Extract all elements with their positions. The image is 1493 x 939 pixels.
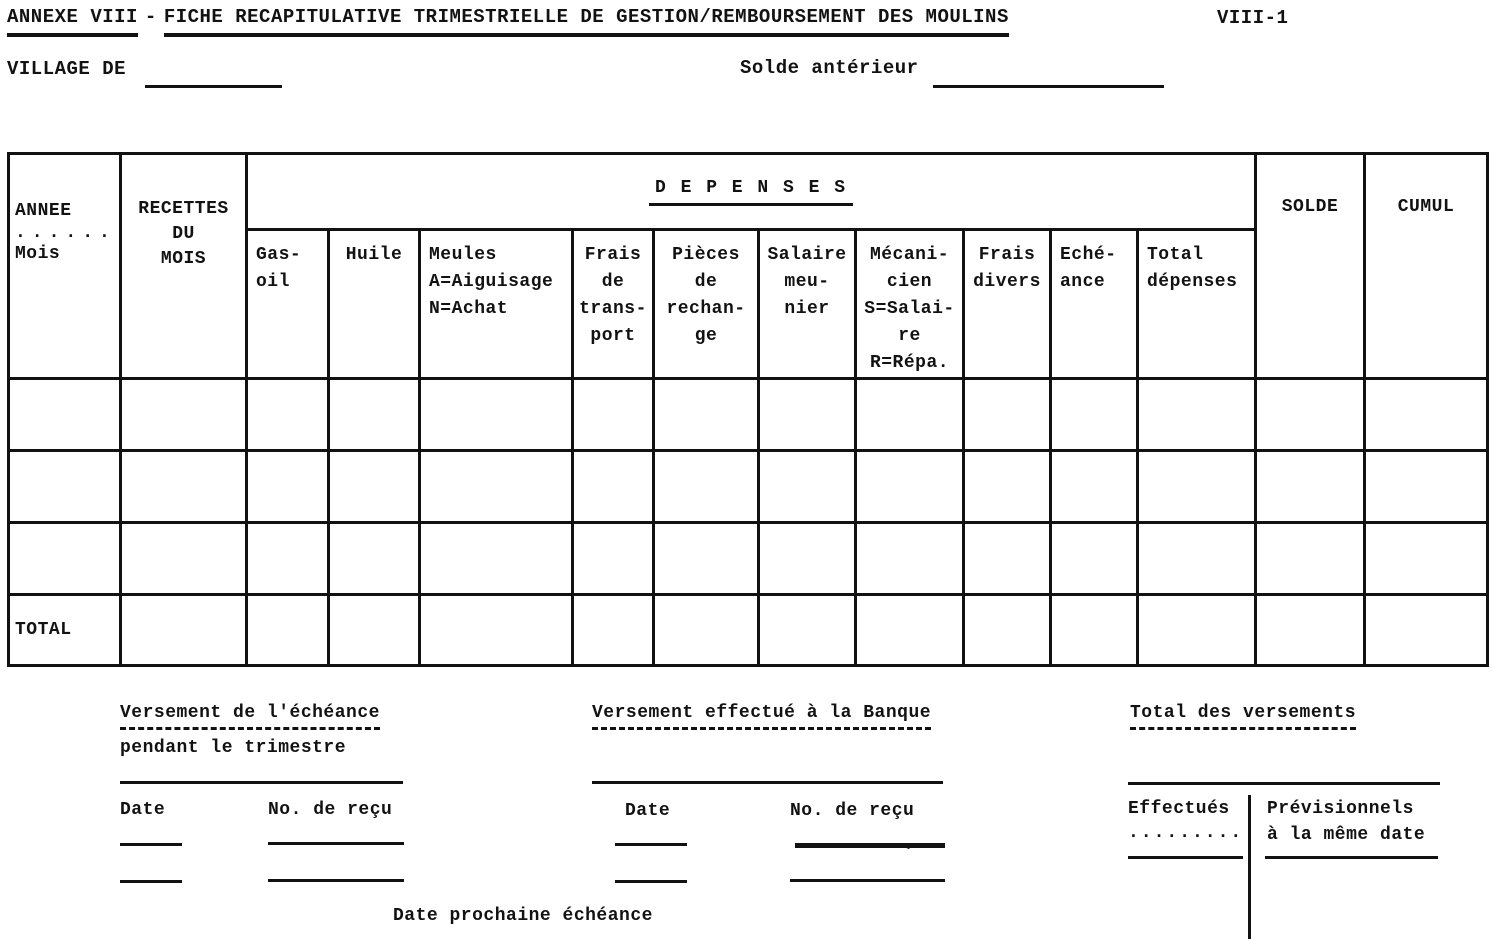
total-row-cell <box>1051 595 1138 666</box>
empty-cell <box>964 379 1051 451</box>
empty-cell <box>247 379 329 451</box>
empty-cell <box>247 451 329 523</box>
versement-echeance-date-label: Date <box>120 800 166 820</box>
empty-cell <box>1051 379 1138 451</box>
village-label: VILLAGE DE <box>7 58 127 80</box>
empty-cell <box>329 523 420 595</box>
echeance-date-line-1 <box>120 843 182 846</box>
banque-date-line-1 <box>615 843 687 846</box>
col-header-frais-transport: Frais de trans- port <box>573 230 654 379</box>
col-header-frais-divers: Frais divers <box>964 230 1051 379</box>
recettes-line2: DU <box>172 224 195 244</box>
total-versements-rule <box>1128 782 1440 785</box>
total-row-cell <box>573 595 654 666</box>
empty-cell <box>1138 523 1256 595</box>
banque-recu-line-2 <box>790 879 945 882</box>
empty-cell <box>329 451 420 523</box>
col-header-huile: Huile <box>329 230 420 379</box>
recettes-line3: MOIS <box>160 249 207 269</box>
empty-cell <box>9 379 121 451</box>
empty-cell <box>573 451 654 523</box>
empty-cell <box>1365 523 1488 595</box>
col-header-solde: SOLDE <box>1256 154 1365 379</box>
effectues-label: Effectués <box>1128 799 1230 819</box>
total-row-label: TOTAL <box>9 595 121 666</box>
total-row <box>9 595 1488 666</box>
recettes-line1: RECETTES <box>138 199 229 219</box>
empty-cell <box>420 523 573 595</box>
solde-anterieur-blank-line <box>933 85 1164 88</box>
empty-cell <box>329 379 420 451</box>
echeance-recu-line-2 <box>268 879 404 882</box>
empty-data-row <box>9 451 1488 523</box>
col-header-mecanicien: Mécani- cien S=Salai- re R=Répa. <box>856 230 964 379</box>
page-reference: VIII-1 <box>1217 7 1289 29</box>
versement-banque-title: Versement effectué à la Banque <box>592 703 931 730</box>
document-title: FICHE RECAPITULATIVE TRIMESTRIELLE DE GESTION/REMBOURSEMENT DES MOULINS <box>164 6 1009 37</box>
total-row-cell <box>964 595 1051 666</box>
col-header-salaire-meunier: Salaire meu- nier <box>759 230 856 379</box>
total-versements-title: Total des versements <box>1130 703 1356 730</box>
col-header-annee-mois <box>9 154 121 379</box>
empty-cell <box>573 379 654 451</box>
empty-cell <box>856 451 964 523</box>
annee-dots: ...... <box>15 223 116 243</box>
empty-cell <box>121 523 247 595</box>
total-row-cell <box>247 595 329 666</box>
echeance-date-line-2 <box>120 880 182 883</box>
effectues-dots: ......... <box>1128 823 1244 843</box>
table-header-row-top <box>9 154 1488 230</box>
banque-date-line-2 <box>615 880 687 883</box>
empty-cell <box>121 379 247 451</box>
empty-cell <box>759 379 856 451</box>
empty-cell <box>9 523 121 595</box>
versement-banque-recu-label: No. de reçu <box>790 801 915 821</box>
versement-echeance-rule <box>120 781 403 784</box>
empty-cell <box>420 451 573 523</box>
annexe-label: ANNEXE VIII <box>7 6 138 37</box>
versement-echeance-recu-label: No. de reçu <box>268 800 393 820</box>
empty-cell <box>654 451 759 523</box>
village-blank-line <box>145 85 282 88</box>
col-header-pieces-rechange: Pièces de rechan- ge <box>654 230 759 379</box>
banque-recu-line-1 <box>795 843 945 848</box>
echeance-recu-line-1 <box>268 842 404 845</box>
versement-echeance-title-line2: pendant le trimestre <box>120 738 347 758</box>
depenses-title: D E P E N S E S <box>649 178 853 206</box>
empty-cell <box>1138 379 1256 451</box>
recap-table <box>7 152 1489 667</box>
empty-cell <box>9 451 121 523</box>
empty-cell <box>1365 451 1488 523</box>
document-header <box>7 6 1009 37</box>
empty-cell <box>247 523 329 595</box>
empty-cell <box>964 451 1051 523</box>
empty-cell <box>1138 451 1256 523</box>
previsionnels-blank-line <box>1265 856 1438 859</box>
total-row-cell <box>1256 595 1365 666</box>
annee-label: ANNEE <box>15 201 72 221</box>
empty-cell <box>420 379 573 451</box>
total-row-cell <box>1138 595 1256 666</box>
versement-banque-date-label: Date <box>625 801 671 821</box>
col-header-gasoil: Gas- oil <box>247 230 329 379</box>
total-row-cell <box>1365 595 1488 666</box>
empty-data-row <box>9 523 1488 595</box>
empty-cell <box>1256 379 1365 451</box>
empty-cell <box>654 523 759 595</box>
mois-label: Mois <box>15 244 61 264</box>
versements-divider-line <box>1248 795 1251 939</box>
header-separator: - <box>144 6 157 28</box>
col-header-recettes <box>121 154 247 379</box>
total-versements-title-wrap <box>1130 703 1356 723</box>
empty-cell <box>856 379 964 451</box>
empty-cell <box>1051 523 1138 595</box>
col-header-total-depenses: Total dépenses <box>1138 230 1256 379</box>
col-group-depenses <box>247 154 1256 230</box>
versement-banque-title-wrap <box>592 703 931 723</box>
previsionnels-line1: Prévisionnels <box>1267 799 1414 819</box>
empty-cell <box>1051 451 1138 523</box>
total-row-cell <box>654 595 759 666</box>
empty-cell <box>964 523 1051 595</box>
previsionnels-line2: à la même date <box>1267 825 1426 845</box>
date-prochaine-echeance-label: Date prochaine échéance <box>393 906 653 926</box>
total-row-cell <box>329 595 420 666</box>
col-header-meules: Meules A=Aiguisage N=Achat <box>420 230 573 379</box>
total-row-cell <box>759 595 856 666</box>
empty-cell <box>1256 451 1365 523</box>
empty-cell <box>1256 523 1365 595</box>
total-row-cell <box>856 595 964 666</box>
empty-data-row <box>9 379 1488 451</box>
versement-echeance-title <box>120 703 380 723</box>
total-row-cell <box>420 595 573 666</box>
empty-cell <box>1365 379 1488 451</box>
versement-banque-rule <box>592 781 943 784</box>
empty-cell <box>121 451 247 523</box>
col-header-cumul: CUMUL <box>1365 154 1488 379</box>
empty-cell <box>759 451 856 523</box>
versement-echeance-title-line1: Versement de l'échéance <box>120 703 380 730</box>
col-header-echeance: Eché- ance <box>1051 230 1138 379</box>
stray-mark: ` <box>903 845 914 863</box>
empty-cell <box>654 379 759 451</box>
solde-anterieur-label: Solde antérieur <box>740 57 919 79</box>
total-row-cell <box>121 595 247 666</box>
effectues-blank-line <box>1128 856 1243 859</box>
empty-cell <box>573 523 654 595</box>
empty-cell <box>856 523 964 595</box>
empty-cell <box>759 523 856 595</box>
